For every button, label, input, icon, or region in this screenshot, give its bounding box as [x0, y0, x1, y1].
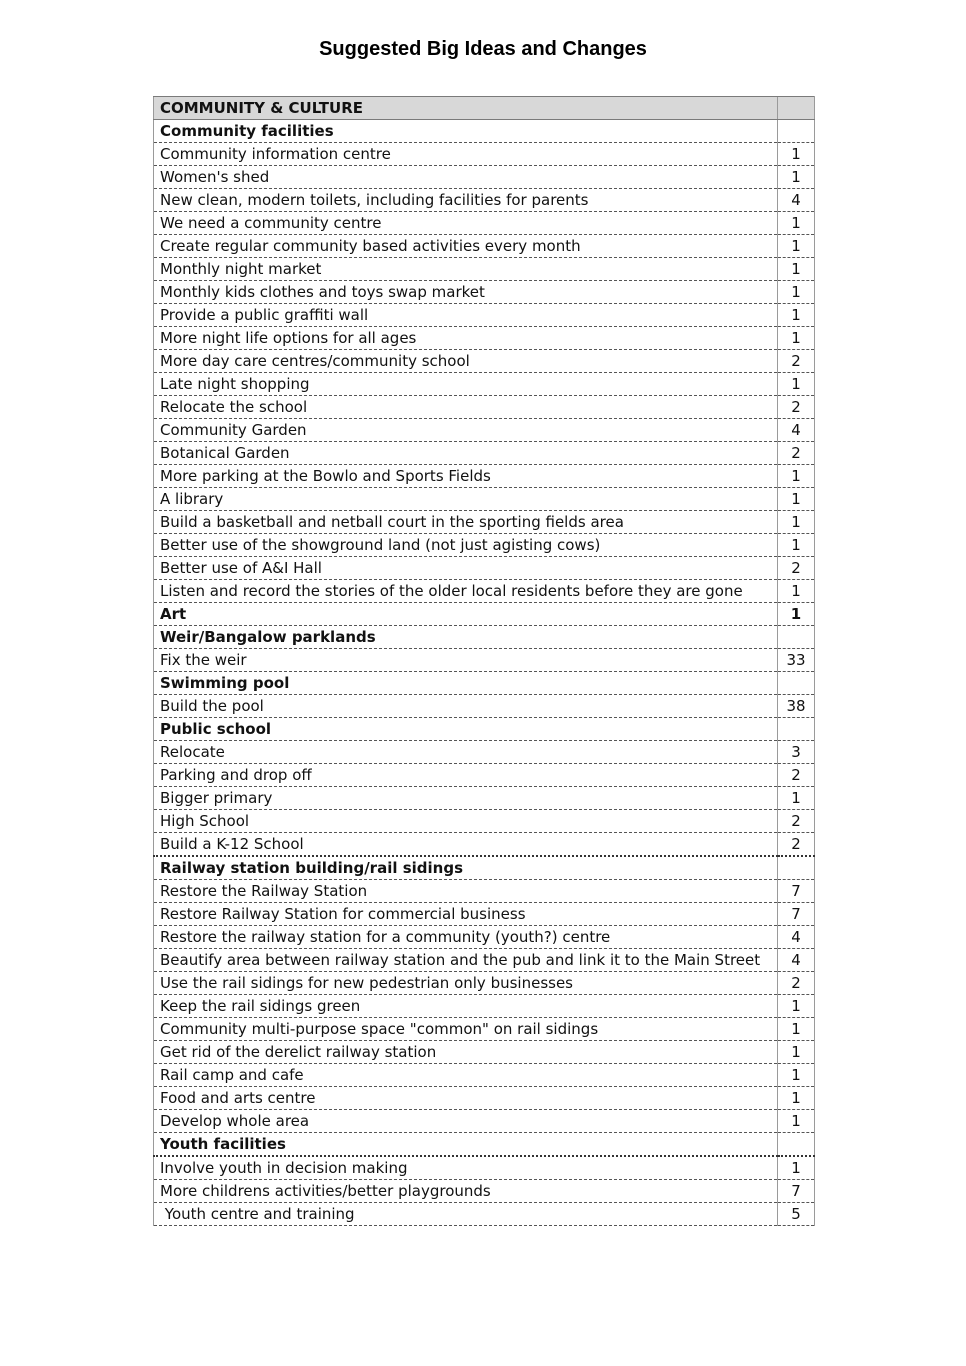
- table-row: [154, 442, 815, 465]
- group-label: Swimming pool: [154, 672, 778, 695]
- idea-label: Monthly kids clothes and toys swap market: [154, 281, 778, 304]
- idea-count: 1: [778, 488, 815, 511]
- table-row: [154, 580, 815, 603]
- idea-count: 4: [778, 949, 815, 972]
- table-row: [154, 235, 815, 258]
- group-row: [154, 1133, 815, 1157]
- idea-label: Restore Railway Station for commercial business: [154, 903, 778, 926]
- idea-count: 1: [778, 1064, 815, 1087]
- group-label: Weir/Bangalow parklands: [154, 626, 778, 649]
- group-label: Railway station building/rail sidings: [154, 856, 778, 880]
- group-row: [154, 672, 815, 695]
- idea-label: High School: [154, 810, 778, 833]
- table-row: [154, 926, 815, 949]
- idea-label: Community Garden: [154, 419, 778, 442]
- idea-label: We need a community centre: [154, 212, 778, 235]
- idea-label: Create regular community based activities every month: [154, 235, 778, 258]
- table-row: [154, 787, 815, 810]
- idea-count: 1: [778, 373, 815, 396]
- idea-label: Parking and drop off: [154, 764, 778, 787]
- idea-label: Botanical Garden: [154, 442, 778, 465]
- idea-label: More day care centres/community school: [154, 350, 778, 373]
- idea-label: More parking at the Bowlo and Sports Fields: [154, 465, 778, 488]
- idea-label: A library: [154, 488, 778, 511]
- group-label: Community facilities: [154, 120, 778, 143]
- table-row: [154, 903, 815, 926]
- idea-count: [778, 120, 815, 143]
- group-row: [154, 603, 815, 626]
- idea-label: Build a basketball and netball court in the sporting fields area: [154, 511, 778, 534]
- group-row: [154, 626, 815, 649]
- table-row: [154, 557, 815, 580]
- idea-count: [778, 718, 815, 741]
- table-row: [154, 327, 815, 350]
- idea-count: 1: [778, 787, 815, 810]
- idea-count: 1: [778, 235, 815, 258]
- idea-label: Involve youth in decision making: [154, 1156, 778, 1180]
- page-title: Suggested Big Ideas and Changes: [319, 38, 647, 60]
- idea-count: 4: [778, 189, 815, 212]
- idea-count: 1: [778, 1018, 815, 1041]
- idea-count: 7: [778, 880, 815, 903]
- idea-count: 1: [778, 1041, 815, 1064]
- section-title: COMMUNITY & CULTURE: [154, 97, 778, 120]
- group-row: [154, 856, 815, 880]
- idea-count: 1: [778, 995, 815, 1018]
- idea-label: Community multi-purpose space "common" on rail sidings: [154, 1018, 778, 1041]
- table-row: [154, 1180, 815, 1203]
- idea-count: 1: [778, 465, 815, 488]
- idea-label: Provide a public graffiti wall: [154, 304, 778, 327]
- idea-count: [778, 97, 815, 120]
- idea-count: 1: [778, 281, 815, 304]
- table-row: [154, 212, 815, 235]
- idea-count: 4: [778, 926, 815, 949]
- idea-label: Monthly night market: [154, 258, 778, 281]
- group-label: Youth facilities: [154, 1133, 778, 1157]
- idea-count: 1: [778, 212, 815, 235]
- idea-label: Relocate: [154, 741, 778, 764]
- idea-label: Late night shopping: [154, 373, 778, 396]
- idea-count: 2: [778, 972, 815, 995]
- idea-label: Community information centre: [154, 143, 778, 166]
- idea-label: Get rid of the derelict railway station: [154, 1041, 778, 1064]
- idea-count: 7: [778, 1180, 815, 1203]
- table-row: [154, 419, 815, 442]
- table-row: [154, 1041, 815, 1064]
- idea-count: 2: [778, 350, 815, 373]
- table-row: [154, 258, 815, 281]
- idea-count: 1: [778, 304, 815, 327]
- table-row: [154, 396, 815, 419]
- table-row: [154, 1156, 815, 1180]
- idea-label: Keep the rail sidings green: [154, 995, 778, 1018]
- table-row: [154, 281, 815, 304]
- table-row: [154, 488, 815, 511]
- table-row: [154, 1087, 815, 1110]
- table-row: [154, 833, 815, 857]
- idea-count: 2: [778, 810, 815, 833]
- table-row: [154, 995, 815, 1018]
- group-row: [154, 120, 815, 143]
- idea-label: Use the rail sidings for new pedestrian only businesses: [154, 972, 778, 995]
- idea-count: 1: [778, 1087, 815, 1110]
- idea-count: 33: [778, 649, 815, 672]
- table-row: [154, 741, 815, 764]
- table-row: [154, 949, 815, 972]
- idea-count: 1: [778, 1156, 815, 1180]
- table-row: [154, 143, 815, 166]
- idea-label: Build the pool: [154, 695, 778, 718]
- table-row: [154, 189, 815, 212]
- idea-label: Fix the weir: [154, 649, 778, 672]
- ideas-table: [153, 96, 815, 1226]
- idea-label: More childrens activities/better playgrounds: [154, 1180, 778, 1203]
- idea-label: Better use of the showground land (not just agisting cows): [154, 534, 778, 557]
- idea-count: [778, 672, 815, 695]
- idea-count: 2: [778, 833, 815, 857]
- idea-count: 2: [778, 396, 815, 419]
- idea-count: 1: [778, 166, 815, 189]
- idea-count: 1: [778, 1110, 815, 1133]
- table-row: [154, 1110, 815, 1133]
- idea-count: 1: [778, 580, 815, 603]
- idea-count: 1: [778, 534, 815, 557]
- group-label: Art: [154, 603, 778, 626]
- table-row: [154, 695, 815, 718]
- idea-label: New clean, modern toilets, including facilities for parents: [154, 189, 778, 212]
- idea-label: Beautify area between railway station and the pub and link it to the Main Street: [154, 949, 778, 972]
- idea-label: Build a K-12 School: [154, 833, 778, 857]
- idea-count: 38: [778, 695, 815, 718]
- idea-label: Relocate the school: [154, 396, 778, 419]
- idea-label: Better use of A&I Hall: [154, 557, 778, 580]
- table-row: [154, 764, 815, 787]
- table-row: [154, 511, 815, 534]
- idea-count: [778, 856, 815, 880]
- table-row: [154, 350, 815, 373]
- idea-label: Youth centre and training: [154, 1203, 778, 1226]
- idea-label: More night life options for all ages: [154, 327, 778, 350]
- table-row: [154, 1203, 815, 1226]
- idea-label: Develop whole area: [154, 1110, 778, 1133]
- table-row: [154, 465, 815, 488]
- idea-label: Listen and record the stories of the older local residents before they are gone: [154, 580, 778, 603]
- idea-label: Food and arts centre: [154, 1087, 778, 1110]
- table-row: [154, 373, 815, 396]
- idea-count: 5: [778, 1203, 815, 1226]
- idea-label: Rail camp and cafe: [154, 1064, 778, 1087]
- idea-count: 1: [778, 143, 815, 166]
- idea-count: 1: [778, 258, 815, 281]
- idea-count: 4: [778, 419, 815, 442]
- idea-count: 1: [778, 511, 815, 534]
- idea-label: Restore the Railway Station: [154, 880, 778, 903]
- idea-count: 2: [778, 557, 815, 580]
- table-row: [154, 166, 815, 189]
- table-row: [154, 810, 815, 833]
- group-row: [154, 718, 815, 741]
- group-label: Public school: [154, 718, 778, 741]
- idea-count: 3: [778, 741, 815, 764]
- idea-count: 2: [778, 442, 815, 465]
- ideas-table-body: [154, 97, 815, 1226]
- idea-count: [778, 626, 815, 649]
- table-row: [154, 304, 815, 327]
- table-row: [154, 880, 815, 903]
- idea-count: 2: [778, 764, 815, 787]
- idea-label: Restore the railway station for a community (youth?) centre: [154, 926, 778, 949]
- table-row: [154, 1018, 815, 1041]
- idea-count: 7: [778, 903, 815, 926]
- table-row: [154, 649, 815, 672]
- idea-count: 1: [778, 327, 815, 350]
- idea-count: 1: [778, 603, 815, 626]
- table-row: [154, 972, 815, 995]
- idea-count: [778, 1133, 815, 1157]
- idea-label: Women's shed: [154, 166, 778, 189]
- table-row: [154, 1064, 815, 1087]
- idea-label: Bigger primary: [154, 787, 778, 810]
- section-header-row: [154, 97, 815, 120]
- table-row: [154, 534, 815, 557]
